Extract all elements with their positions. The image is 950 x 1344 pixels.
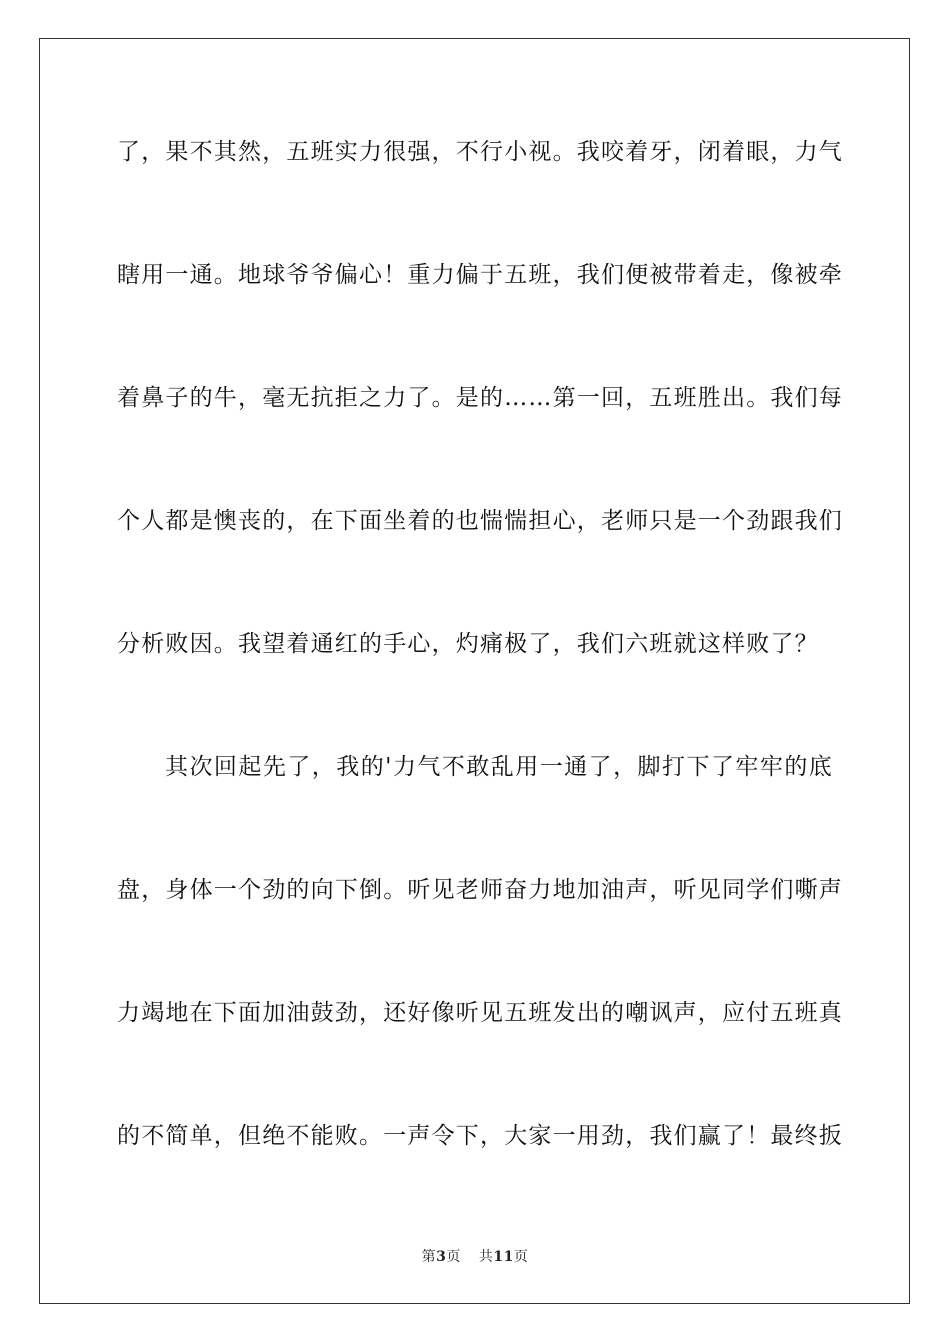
text-line: 盘，身体一个劲的向下倒。听见老师奋力地加油声，听见同学们嘶声 <box>117 877 843 903</box>
text-line: 瞎用一通。地球爷爷偏心！重力偏于五班，我们便被带着走，像被牵 <box>117 262 843 288</box>
document-body <box>117 126 843 1233</box>
total-label-prefix: 共 <box>478 1249 494 1265</box>
text-line: 分析败因。我望着通红的手心，灼痛极了，我们六班就这样败了？ <box>117 631 819 657</box>
page-number: 3 <box>436 1249 447 1265</box>
page-footer <box>0 1246 950 1266</box>
page-label-suffix: 页 <box>446 1249 461 1265</box>
page-label-prefix: 第 <box>421 1249 437 1265</box>
total-pages: 11 <box>493 1249 514 1265</box>
text-line: 个人都是懊丧的，在下面坐着的也惴惴担心，老师只是一个劲跟我们 <box>117 508 843 534</box>
text-line: 力竭地在下面加油鼓劲，还好像听见五班发出的嘲讽声，应付五班真 <box>117 1000 843 1026</box>
text-line: 了，果不其然，五班实力很强，不行小视。我咬着牙，闭着眼，力气 <box>117 139 843 165</box>
text-line: 其次回起先了，我的'力气不敢乱用一通了，脚打下了牢牢的底 <box>165 754 833 780</box>
total-label-suffix: 页 <box>513 1249 529 1265</box>
text-line: 着鼻子的牛，毫无抗拒之力了。是的……第一回，五班胜出。我们每 <box>117 385 843 411</box>
text-line: 的不简单，但绝不能败。一声令下，大家一用劲，我们赢了！最终扳 <box>117 1123 843 1149</box>
